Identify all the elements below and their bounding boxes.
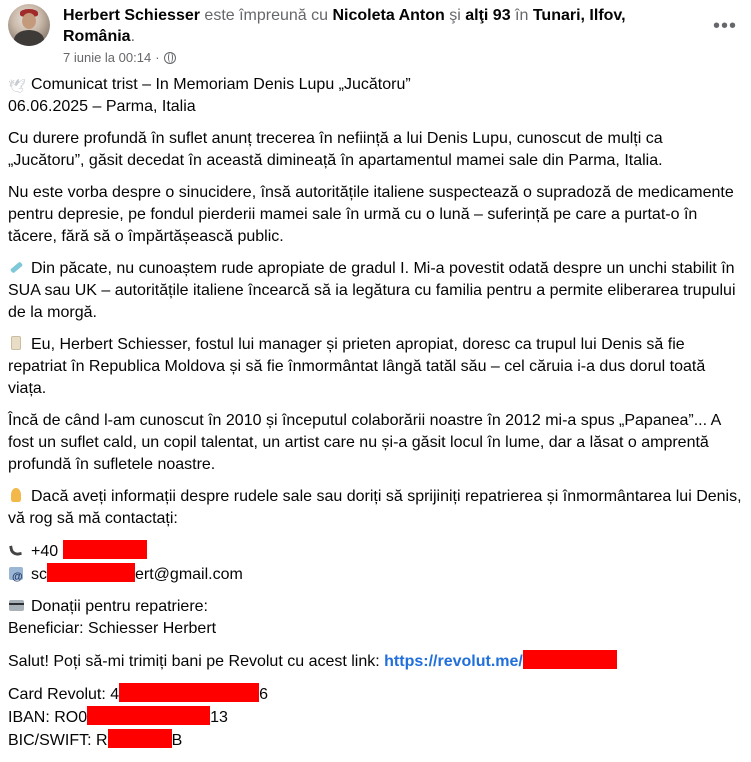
beneficiary-line: Beneficiar: Schiesser Herbert bbox=[8, 620, 217, 637]
paragraph-2: Nu este vorba despre o sinucidere, însă autoritățile italiene suspectează o supradoză de medicamente pentru depresie, pe fondul pierderii mamei sale în urmă cu o lună – suferință pe care a purtat-o în tăcere, fără să o împărtășească public. bbox=[8, 184, 734, 245]
telephone-icon bbox=[8, 542, 24, 558]
syringe-icon bbox=[8, 259, 24, 275]
revolut-redaction bbox=[523, 650, 617, 669]
credit-card-icon bbox=[8, 597, 24, 613]
bic-start: BIC/SWIFT: R bbox=[8, 732, 108, 749]
phone-line bbox=[8, 540, 743, 563]
email-end: ert@gmail.com bbox=[135, 566, 243, 583]
with-text: este împreună cu bbox=[199, 7, 333, 24]
bic-redaction bbox=[108, 729, 172, 748]
phone-prefix: +40 bbox=[31, 543, 63, 560]
post-header-text bbox=[63, 5, 683, 47]
paragraph-6-text: Dacă aveți informații despre rudele sale sau doriți să sprijiniți repatrierea și înmormântarea lui Denis, vă rog să mă contactați: bbox=[8, 488, 742, 527]
phone-redaction bbox=[63, 540, 147, 559]
card-start: Card Revolut: 4 bbox=[8, 686, 120, 703]
post-meta bbox=[63, 50, 176, 65]
revolut-line bbox=[8, 650, 743, 673]
donations-line bbox=[8, 596, 743, 618]
praying-hands-icon bbox=[8, 487, 24, 503]
iban-line bbox=[8, 706, 743, 729]
card-redaction bbox=[119, 683, 259, 702]
paragraph-6 bbox=[8, 486, 743, 530]
header-period: . bbox=[130, 28, 136, 45]
globe-icon bbox=[164, 52, 176, 64]
paragraph-4 bbox=[8, 334, 743, 400]
dove-icon bbox=[8, 75, 24, 91]
email-start: sc bbox=[31, 566, 47, 583]
post-header bbox=[8, 4, 743, 66]
paragraph-5: Încă de când l-am cunoscut în 2010 și începutul colaborării noastre în 2012 mi-a spus „Papanea”... A fost un suflet cald, un copil talentat, un artist care nu și-a găsit locul în lume, dar a lăsat o amprentă profundă în sufletele noastre. bbox=[8, 412, 721, 473]
tagged-person-link[interactable]: Nicoleta Anton bbox=[332, 7, 445, 24]
bic-end: B bbox=[171, 732, 183, 749]
revolut-text: Salut! Poți să-mi trimiți bani pe Revolut cu acest link: bbox=[8, 653, 385, 670]
and-text: şi bbox=[444, 7, 466, 24]
paragraph-3-text: Din păcate, nu cunoaștem rude apropiate de gradul I. Mi-a povestit odată despre un unchi stabilit în SUA sau UK – autoritățile italiene încearcă să ia legătura cu familia pentru a permite eliberarea trupului de la morgă. bbox=[8, 260, 736, 321]
card-end: 6 bbox=[259, 686, 269, 703]
title-line bbox=[8, 74, 743, 96]
paragraph-3 bbox=[8, 258, 743, 324]
donations-label: Donații pentru repatriere: bbox=[31, 598, 208, 615]
in-text: în bbox=[510, 7, 533, 24]
card-line bbox=[8, 683, 743, 706]
author-avatar[interactable] bbox=[8, 4, 50, 46]
post-content bbox=[8, 74, 743, 762]
others-link[interactable]: alţi 93 bbox=[465, 7, 511, 24]
date-line: 06.06.2025 – Parma, Italia bbox=[8, 98, 196, 115]
revolut-link[interactable]: https://revolut.me/ bbox=[384, 653, 523, 670]
email-line bbox=[8, 563, 743, 586]
iban-end: 13 bbox=[210, 709, 228, 726]
scroll-icon bbox=[8, 335, 24, 351]
email-redaction bbox=[47, 563, 135, 582]
iban-start: IBAN: RO0 bbox=[8, 709, 88, 726]
author-name[interactable]: Herbert Schiesser bbox=[63, 7, 200, 24]
more-options-button[interactable] bbox=[709, 10, 741, 42]
iban-redaction bbox=[87, 706, 210, 725]
meta-separator: · bbox=[155, 50, 160, 65]
email-icon bbox=[8, 565, 24, 581]
post-timestamp[interactable]: 7 iunie la 00:14 bbox=[63, 50, 152, 65]
location-link[interactable]: Tunari, Ilfov, România bbox=[63, 7, 626, 45]
title-line-text: Comunicat trist – In Memoriam Denis Lupu „Jucătoru” bbox=[31, 76, 411, 93]
paragraph-1: Cu durere profundă în suflet anunț trecerea în neființă a lui Denis Lupu, cunoscut de mulți ca „Jucătoru”, găsit decedat în această dimineață în apartamentul mamei sale din Parma, Italia. bbox=[8, 130, 663, 169]
more-options-icon: ••• bbox=[712, 15, 737, 37]
paragraph-4-text: Eu, Herbert Schiesser, fostul lui manager și prieten apropiat, doresc ca trupul lui Denis să fie repatriat în Republica Moldova și să fie înmormântat lângă tatăl său – cel căruia i-a dus dorul toată viața. bbox=[8, 336, 706, 397]
bic-line bbox=[8, 729, 743, 752]
